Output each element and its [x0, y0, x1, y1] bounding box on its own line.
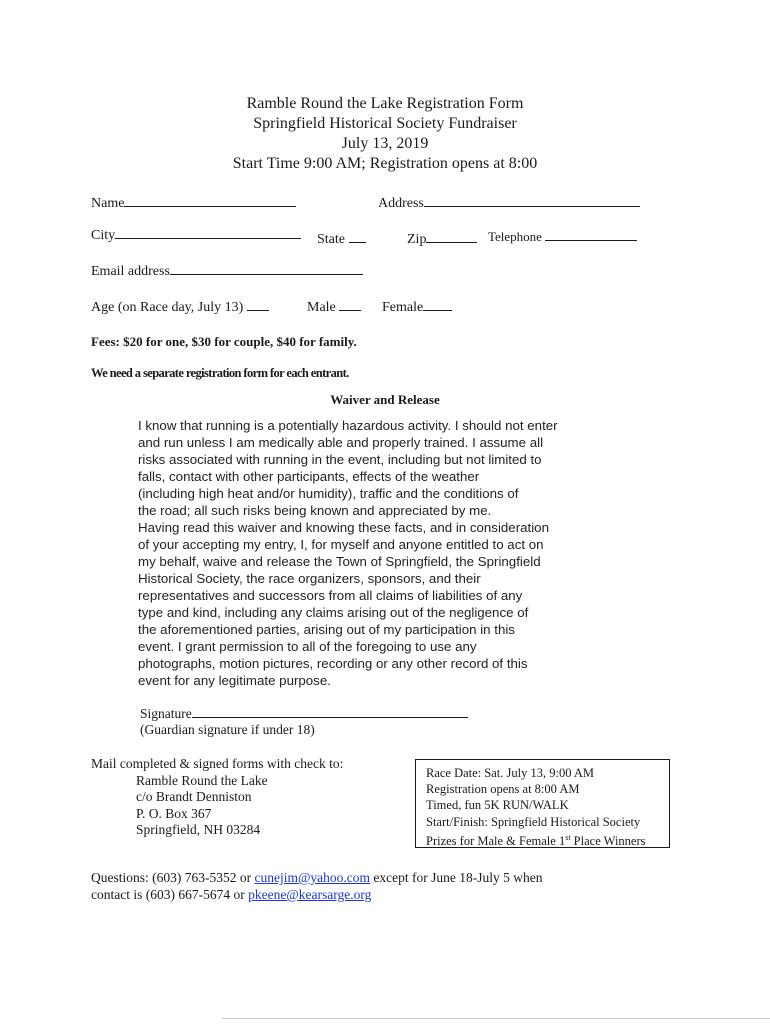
mail-address-line: Ramble Round the Lake [136, 772, 268, 788]
mail-address-line: Springfield, NH 03284 [136, 822, 261, 837]
waiver-line: photographs, motion pictures, recording or any other record of this [138, 656, 528, 671]
waiver-line: my behalf, waive and release the Town of Springfield, the Springfield [138, 554, 541, 569]
prizes [426, 830, 669, 849]
age-label: Age (on Race day, July 13) [91, 300, 244, 315]
mail-instructions [91, 756, 343, 839]
name-label: Name [91, 196, 125, 211]
male-line[interactable] [339, 298, 361, 311]
mail-intro: Mail completed & signed forms with check to: [91, 756, 344, 771]
form-header [0, 94, 770, 174]
waiver-line: and run unless I am medically able and properly trained. I assume all [138, 435, 544, 450]
questions-text-mid: except for June 18-July 5 when [370, 870, 543, 885]
city-label: City [91, 228, 116, 243]
waiver-line: risks associated with running in the event, including but not limited to [138, 452, 542, 467]
telephone-line[interactable] [545, 228, 637, 241]
signature-field [140, 705, 468, 722]
age-field [91, 298, 269, 316]
form-subtitle: Springfield Historical Society Fundraiser [253, 115, 517, 132]
waiver-line: I know that running is a potentially hazardous activity. I should not enter [138, 418, 558, 433]
race-date: Race Date: Sat. July 13, 9:00 AM [426, 766, 595, 780]
race-info-box [415, 759, 670, 848]
form-title: Ramble Round the Lake Registration Form [246, 95, 524, 112]
waiver-line: the road; all such risks being known and appreciated by me. [138, 503, 492, 518]
female-label: Female [382, 300, 424, 315]
name-line[interactable] [124, 194, 296, 207]
email-link-pkeene[interactable]: pkeene@kearsarge.org [248, 887, 372, 902]
waiver-line: (including high heat and/or humidity), traffic and the conditions of [138, 486, 519, 501]
waiver-line: falls, contact with other participants, effects of the weather [138, 469, 480, 484]
state-line[interactable] [349, 230, 366, 243]
address-label: Address [378, 196, 424, 211]
email-line[interactable] [170, 262, 363, 275]
fees-text: Fees: $20 for one, $30 for couple, $40 for family. [91, 334, 357, 349]
female-field [382, 298, 452, 316]
mail-address-line: c/o Brandt Denniston [136, 789, 252, 804]
state-field [317, 230, 366, 248]
city-field [91, 226, 301, 244]
waiver-line: representatives and successors from all claims of liabilities of any [138, 588, 523, 603]
questions-text-2: contact is (603) 667-5674 or [91, 887, 249, 902]
mail-address-line: P. O. Box 367 [136, 805, 212, 821]
male-label: Male [307, 300, 336, 315]
signature-line[interactable] [192, 705, 468, 718]
questions-contact [91, 869, 542, 903]
waiver-line: the aforementioned parties, arising out of my participation in this [138, 622, 515, 637]
age-line[interactable] [247, 298, 269, 311]
telephone-field [488, 228, 637, 245]
email-link-cunejim[interactable]: cunejim@yahoo.com [254, 870, 371, 885]
waiver-line: of your accepting my entry, I, for myself and anyone entitled to act on [138, 537, 544, 552]
email-label: Email address [91, 264, 170, 279]
prizes-text-end: Place Winners [570, 833, 646, 848]
zip-field [407, 230, 477, 248]
start-time: Start Time 9:00 AM; Registration opens at 8:00 [232, 155, 538, 172]
separate-form-note: We need a separate registration form for each entrant. [91, 366, 349, 380]
email-field [91, 262, 363, 280]
prizes-text: Prizes for Male & Female 1 [426, 833, 566, 848]
waiver-line: type and kind, including any claims arising out of the negligence of [138, 605, 529, 620]
prizes-superscript: st [565, 832, 571, 842]
waiver-line: event for any legitimate purpose. [138, 673, 331, 688]
waiver-title: Waiver and Release [330, 392, 440, 407]
questions-text: Questions: (603) 763-5352 or [91, 870, 255, 885]
waiver-line: Having read this waiver and knowing these facts, and in consideration [138, 520, 549, 535]
waiver-line: event. I grant permission to all of the foregoing to use any [138, 639, 477, 654]
start-finish: Start/Finish: Springfield Historical Society [426, 814, 641, 829]
female-line[interactable] [423, 298, 452, 311]
waiver-text [138, 417, 608, 689]
registration-time: Registration opens at 8:00 AM [426, 782, 580, 797]
telephone-label: Telephone [488, 229, 542, 244]
male-field [307, 298, 361, 316]
guardian-note: (Guardian signature if under 18) [140, 722, 315, 737]
waiver-line: Historical Society, the race organizers, sponsors, and their [138, 571, 481, 586]
state-label: State [317, 232, 345, 247]
address-line[interactable] [424, 194, 640, 207]
address-field [378, 194, 640, 212]
footer-divider [222, 1018, 770, 1019]
zip-line[interactable] [426, 230, 477, 243]
signature-label: Signature [140, 706, 192, 721]
name-field [91, 194, 296, 212]
event-date: July 13, 2019 [341, 135, 429, 152]
city-line[interactable] [115, 226, 301, 239]
zip-label: Zip [407, 232, 427, 247]
race-type: Timed, fun 5K RUN/WALK [426, 798, 569, 813]
